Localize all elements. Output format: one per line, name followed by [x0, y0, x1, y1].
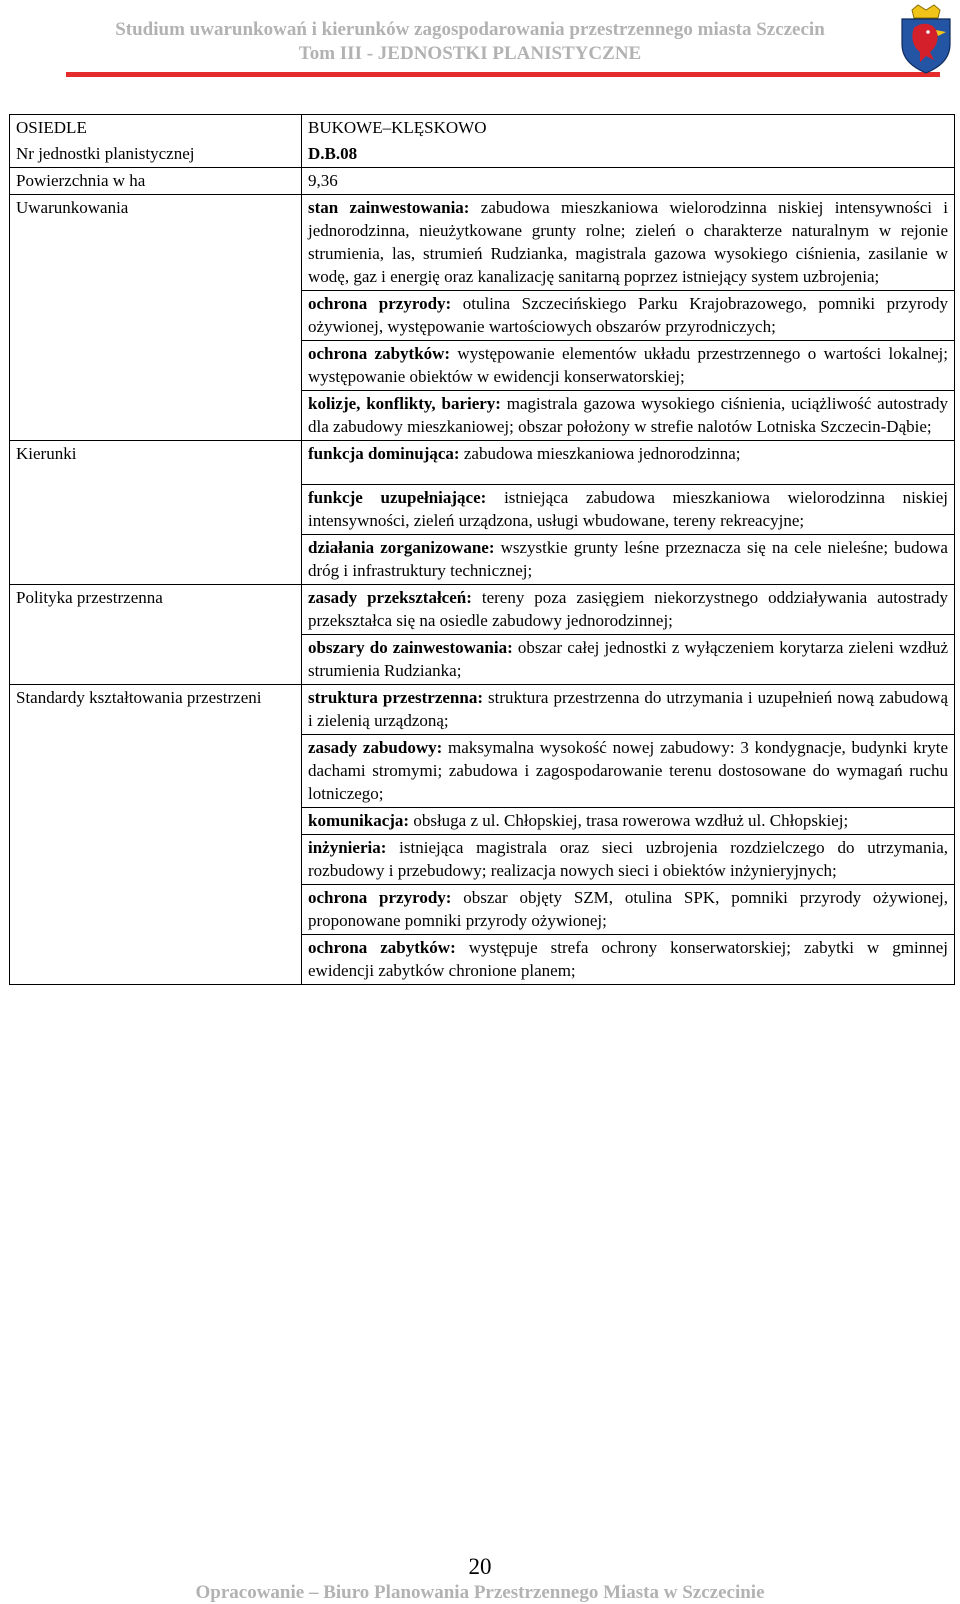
uwarunkowania-item: kolizje, konflikty, bariery: magistrala gazowa wysokiego ciśnienia, uciążliwość autostrady dla zabudowy mieszkaniowej; obszar położony w strefie nalotów Lotniska Szczecin-Dąbie; — [302, 391, 955, 441]
standardy-item: struktura przestrzenna: struktura przestrzenna do utrzymania i uzupełnień nową zabudową i zielenią urządzoną; — [302, 685, 955, 735]
standardy-item: inżynieria: istniejąca magistrala oraz sieci uzbrojenia rozdzielczego do utrzymania, rozbudowy i przebudowy; realizacja nowych sieci i obiektów inżynieryjnych; — [302, 835, 955, 885]
standardy-item: zasady zabudowy: maksymalna wysokość nowej zabudowy: 3 kondygnacje, budynki kryte dachami stromymi; zabudowa i zagospodarowanie terenu dostosowane do wymagań ruchu lotniczego; — [302, 735, 955, 808]
uwarunkowania-item: ochrona zabytków: występowanie elementów układu przestrzennego o wartości lokalnej; występowanie obiektów w ewidencji konserwatorskiej; — [302, 341, 955, 391]
standardy-item: komunikacja: obsługa z ul. Chłopskiej, trasa rowerowa wzdłuż ul. Chłopskiej; — [302, 808, 955, 835]
unit-number-value: D.B.08 — [302, 141, 955, 168]
uwarunkowania-item: stan zainwestowania: zabudowa mieszkaniowa wielorodzinna niskiej intensywności i jednorodzinna, nieużytkowane grunty rolne; zieleń o charakterze naturalnym w rejonie strumienia, las, strumień Rudzianka, magistrala gazowa wysokiego ciśnienia, zasilanie w wodę, gaz i energię oraz kanalizację sanitarną poprzez istniejący system uzbrojenia; — [302, 195, 955, 291]
polityka-label: Polityka przestrzenna — [10, 585, 302, 685]
uwarunkowania-item: ochrona przyrody: otulina Szczecińskiego Parku Krajobrazowego, pomniki przyrody ożywionej, występowanie wartościowych obszarów przyrodniczych; — [302, 291, 955, 341]
area-value: 9,36 — [302, 168, 955, 195]
unit-number-label: Nr jednostki planistycznej — [10, 141, 302, 168]
kierunki-item: funkcje uzupełniające: istniejąca zabudowa mieszkaniowa wielorodzinna niskiej intensywności, zieleń urządzona, usługi wbudowane, tereny rekreacyjne; — [302, 485, 955, 535]
uwarunkowania-label: Uwarunkowania — [10, 195, 302, 441]
header-subtitle: Tom III - JEDNOSTKI PLANISTYCZNE — [298, 43, 642, 64]
kierunki-item: działania zorganizowane: wszystkie grunty leśne przeznacza się na cele nieleśne; budowa dróg i infrastruktury technicznej; — [302, 535, 955, 585]
header-title: Studium uwarunkowań i kierunków zagospodarowania przestrzennego miasta Szczecin — [115, 19, 825, 40]
osiedle-value: BUKOWE–KLĘSKOWO — [302, 115, 955, 142]
standardy-item: ochrona zabytków: występuje strefa ochrony konserwatorskiej; zabytki w gminnej ewidencji zabytków chronione planem; — [302, 935, 955, 985]
planning-unit-table — [9, 114, 955, 985]
polityka-item: obszary do zainwestowania: obszar całej jednostki z wyłączeniem korytarza zieleni wzdłuż strumienia Rudzianka; — [302, 635, 955, 685]
kierunki-label: Kierunki — [10, 441, 302, 585]
standardy-label: Standardy kształtowania przestrzeni — [10, 685, 302, 985]
area-label: Powierzchnia w ha — [10, 168, 302, 195]
kierunki-item: funkcja dominująca: zabudowa mieszkaniowa jednorodzinna; — [302, 441, 955, 485]
header-rule — [66, 72, 940, 77]
szczecin-coat-of-arms-icon — [898, 4, 954, 74]
document-header — [60, 18, 880, 66]
document-footer: Opracowanie – Biuro Planowania Przestrzennego Miasta w Szczecinie — [195, 1582, 765, 1603]
standardy-item: ochrona przyrody: obszar objęty SZM, otulina SPK, pomniki przyrody ożywionej, proponowane pomniki przyrody ożywionej; — [302, 885, 955, 935]
page-number: 20 — [468, 1554, 492, 1579]
polityka-item: zasady przekształceń: tereny poza zasięgiem niekorzystnego oddziaływania autostrady przekształca się na osiedle zabudowy jednorodzinnej; — [302, 585, 955, 635]
osiedle-label: OSIEDLE — [10, 115, 302, 142]
